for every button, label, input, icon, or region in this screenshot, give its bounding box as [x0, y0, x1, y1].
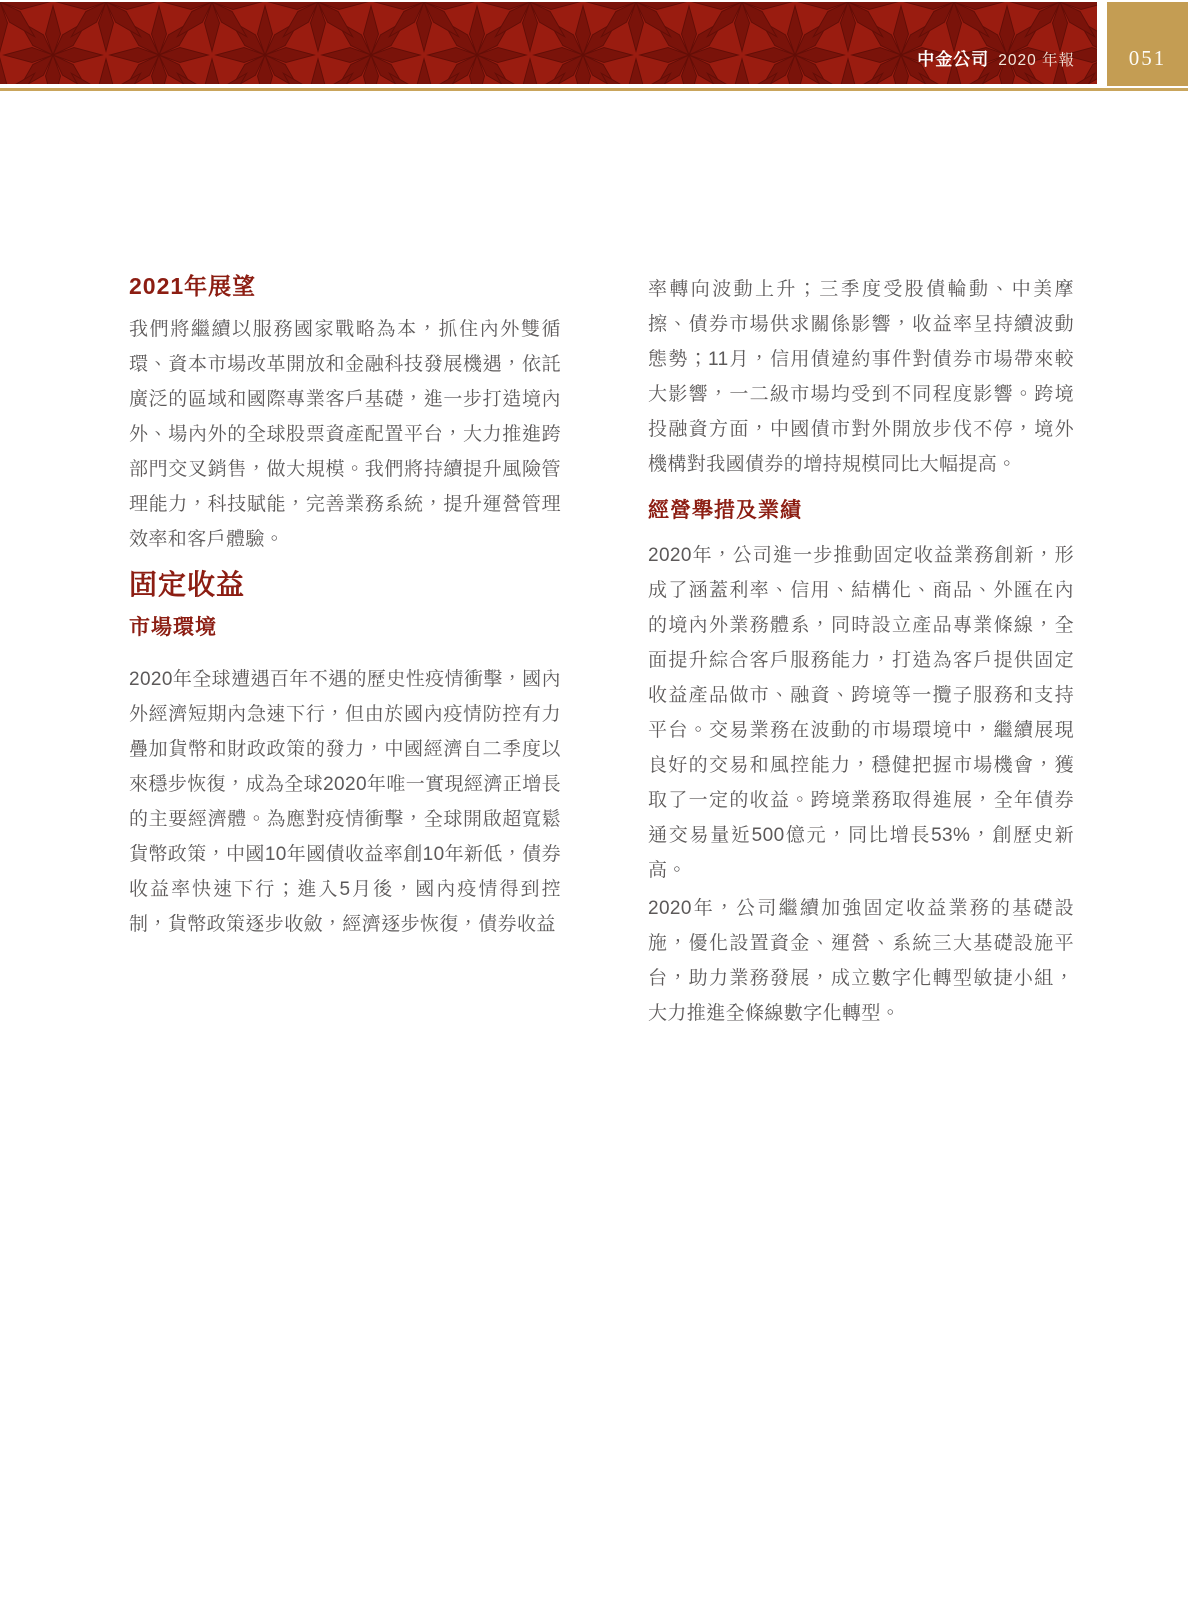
company-name: 中金公司 [917, 50, 990, 69]
page-number-box [1107, 2, 1188, 86]
paragraph-market-environment-continued: 率轉向波動上升；三季度受股債輪動、中美摩擦、債券市場供求關係影響，收益率呈持續波動態勢；11月，信用債違約事件對債券市場帶來較大影響，一二級市場均受到不同程度影響。跨境投融資方面，中國債市對外開放步伐不停，境外機構對我國債券的增持規模同比大幅提高。 [648, 279, 1074, 475]
paragraph-2021-outlook: 我們將繼續以服務國家戰略為本，抓住內外雙循環、資本市場改革開放和金融科技發展機遇，依託廣泛的區域和國際專業客戶基礎，進一步打造境內外、場內外的全球股票資產配置平台，大力推進跨部門交叉銷售，做大規模。我們將持續提升風險管理能力，科技賦能，完善業務系統，提升運營管理效率和客戶體驗。 [129, 319, 561, 550]
heading-2021-outlook: 2021年展望 [129, 273, 257, 299]
paragraph-market-environment: 2020年全球遭遇百年不遇的歷史性疫情衝擊，國內外經濟短期內急速下行，但由於國內疫情防控有力疊加貨幣和財政政策的發力，中國經濟自二季度以來穩步恢復，成為全球2020年唯一實現經濟正增長的主要經濟體。為應對疫情衝擊，全球開啟超寬鬆貨幣政策，中國10年國債收益率創10年新低，債券收益率快速下行；進入5月後，國內疫情得到控制，貨幣政策逐步收斂，經濟逐步恢復，債券收益 [129, 669, 561, 935]
left-column [129, 272, 561, 942]
right-column [648, 272, 1074, 1031]
gold-rule [0, 88, 1188, 91]
heading-operations-results: 經營舉措及業績 [648, 499, 802, 522]
page-number: 051 [1128, 46, 1167, 70]
paragraph-operations-2: 2020年，公司繼續加強固定收益業務的基礎設施，優化設置資金、運營、系統三大基礎設施平台，助力業務發展，成立數字化轉型敏捷小組，大力推進全條線數字化轉型。 [648, 898, 1074, 1024]
header-title [917, 45, 1075, 70]
header-band [0, 2, 1097, 84]
heading-fixed-income: 固定收益 [129, 569, 246, 600]
paragraph-operations-1: 2020年，公司進一步推動固定收益業務創新，形成了涵蓋利率、信用、結構化、商品、外匯在內的境內外業務體系，同時設立產品專業條線，全面提升綜合客戶服務能力，打造為客戶提供固定收益產品做市、融資、跨境等一攬子服務和支持平台。交易業務在波動的市場環境中，繼續展現良好的交易和風控能力，穩健把握市場機會，獲取了一定的收益。跨境業務取得進展，全年債券通交易量近500億元，同比增長53%，創歷史新高。 [648, 545, 1074, 881]
heading-market-environment: 市場環境 [129, 616, 217, 639]
asanoha-pattern-icon [0, 2, 1097, 84]
report-title: 2020 年報 [998, 52, 1075, 69]
